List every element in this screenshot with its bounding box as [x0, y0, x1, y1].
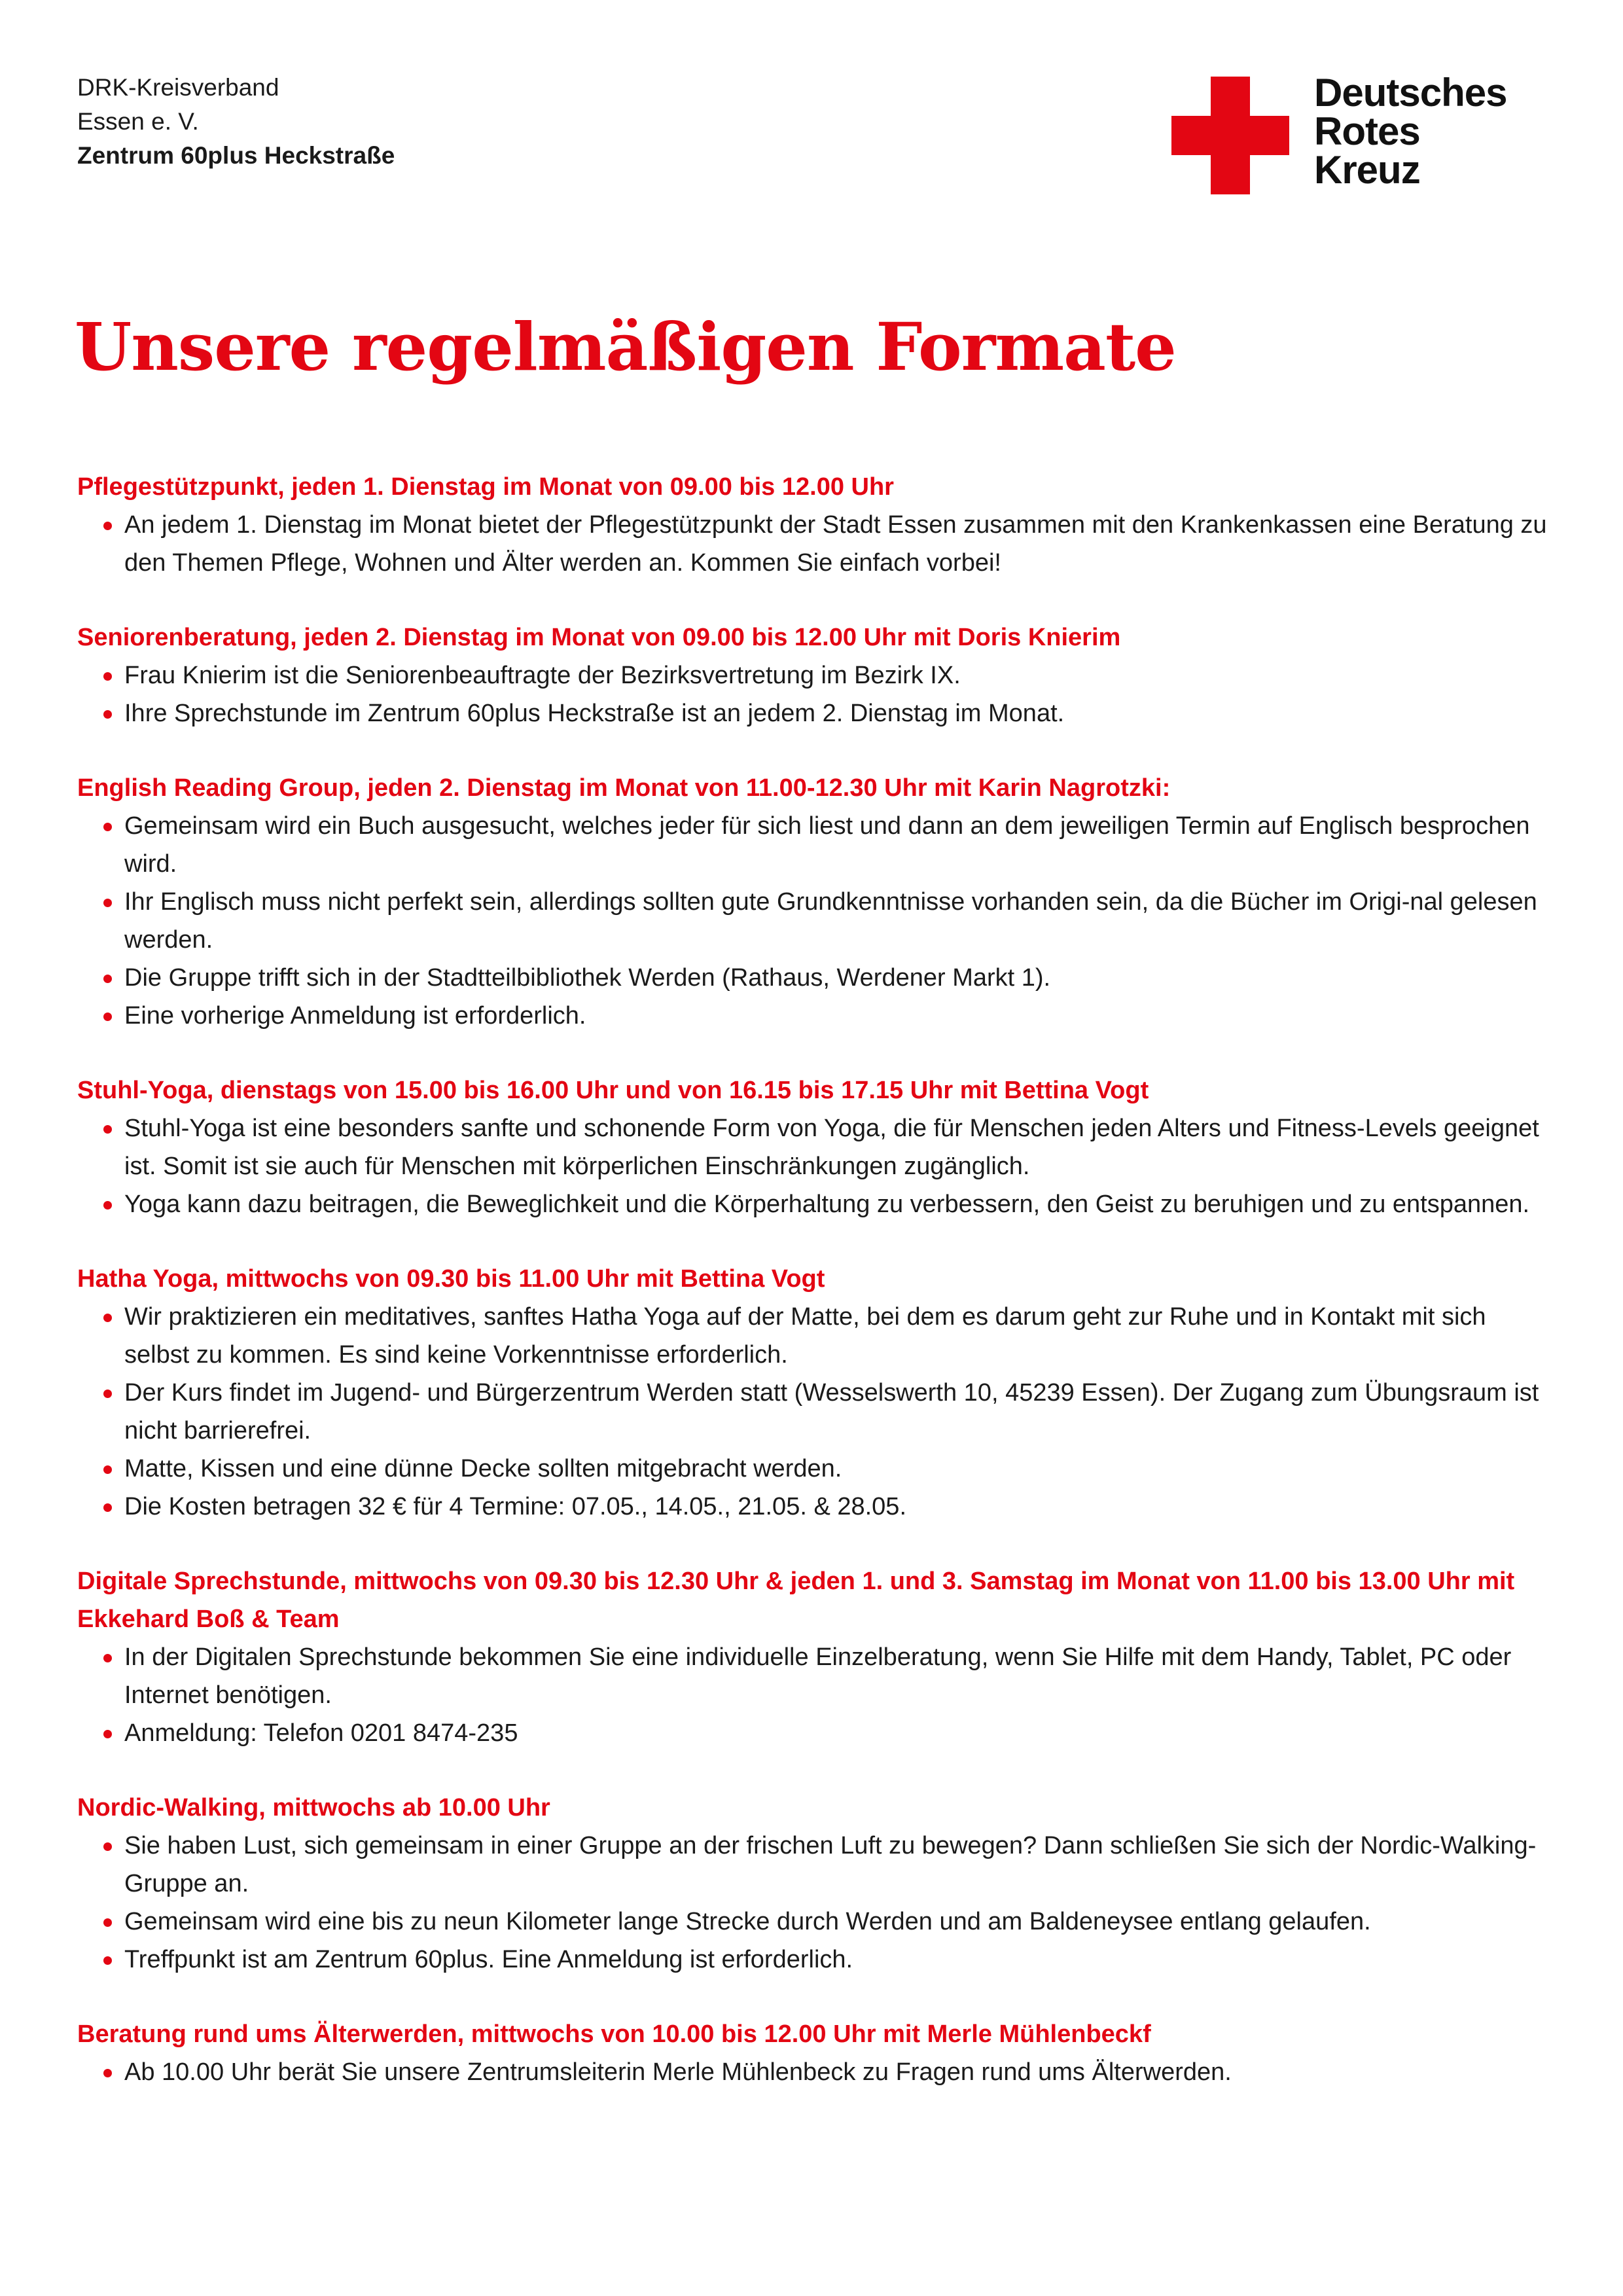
section-heading: Nordic-Walking, mittwochs ab 10.00 Uhr	[77, 1794, 550, 1821]
bullet-item: Treffpunkt ist am Zentrum 60plus. Eine Anmeldung ist erforderlich.	[77, 1941, 1550, 1979]
bullet-item: Der Kurs findet im Jugend- und Bürgerzentrum Werden statt (Wesselswerth 10, 45239 Essen). Der Zugang zum Übungsraum ist nicht barrierefrei.	[77, 1374, 1550, 1450]
section-heading: Pflegestützpunkt, jeden 1. Dienstag im Monat von 09.00 bis 12.00 Uhr	[77, 473, 894, 501]
bullet-item: Ab 10.00 Uhr berät Sie unsere Zentrumsleiterin Merle Mühlenbeck zu Fragen rund ums Älterwerden.	[77, 2053, 1550, 2091]
formats-list	[77, 468, 1550, 2128]
format-section	[77, 1260, 1550, 1526]
logo-wordmark	[1314, 71, 1507, 192]
bullet-item: Anmeldung: Telefon 0201 8474-235	[77, 1714, 1550, 1752]
section-heading: Hatha Yoga, mittwochs von 09.30 bis 11.00 Uhr mit Bettina Vogt	[77, 1265, 825, 1293]
bullet-item: Eine vorherige Anmeldung ist erforderlich.	[77, 997, 1550, 1035]
page-title: Unsere regelmäßigen Formate	[75, 308, 1176, 386]
bullet-list	[77, 1109, 1550, 1223]
bullet-item: Matte, Kissen und eine dünne Decke sollten mitgebracht werden.	[77, 1450, 1550, 1488]
bullet-list	[77, 807, 1550, 1035]
bullet-item: Gemeinsam wird eine bis zu neun Kilometer lange Strecke durch Werden und am Baldeneysee entlang gelaufen.	[77, 1903, 1550, 1941]
center-name-line: Zentrum 60plus Heckstraße	[77, 142, 395, 169]
bullet-item: Sie haben Lust, sich gemeinsam in einer Gruppe an der frischen Luft zu bewegen? Dann schließen Sie sich der Nordic-Walking-Gruppe an.	[77, 1827, 1550, 1903]
format-section	[77, 769, 1550, 1035]
bullet-list	[77, 506, 1550, 582]
bullet-item: Yoga kann dazu beitragen, die Beweglichkeit und die Körperhaltung zu verbessern, den Geist zu beruhigen und zu entspannen.	[77, 1185, 1550, 1223]
bullet-item: Die Gruppe trifft sich in der Stadtteilbibliothek Werden (Rathaus, Werdener Markt 1).	[77, 959, 1550, 997]
bullet-item: Wir praktizieren ein meditatives, sanftes Hatha Yoga auf der Matte, bei dem es darum geht zur Ruhe und in Kontakt mit sich selbst zu kommen. Es sind keine Vorkenntnisse erforderlich.	[77, 1298, 1550, 1374]
drk-logo	[1171, 73, 1538, 194]
logo-line-1: Deutsches	[1314, 71, 1507, 115]
bullet-list	[77, 1298, 1550, 1526]
format-section	[77, 1562, 1550, 1752]
bullet-item: Die Kosten betragen 32 € für 4 Termine: 07.05., 14.05., 21.05. & 28.05.	[77, 1488, 1550, 1526]
bullet-list	[77, 1827, 1550, 1979]
logo-line-3: Kreuz	[1314, 148, 1420, 192]
organization-address	[77, 71, 395, 173]
org-name-line: DRK-Kreisverband	[77, 74, 279, 101]
bullet-list	[77, 2053, 1550, 2091]
bullet-item: Gemeinsam wird ein Buch ausgesucht, welches jeder für sich liest und dann an dem jeweiligen Termin auf Englisch besprochen wird.	[77, 807, 1550, 883]
format-section	[77, 2015, 1550, 2091]
logo-line-2: Rotes	[1314, 109, 1420, 153]
bullet-item: An jedem 1. Dienstag im Monat bietet der Pflegestützpunkt der Stadt Essen zusammen mit den Krankenkassen eine Beratung zu den Themen Pflege, Wohnen und Älter werden an. Kommen Sie einfach vorbei!	[77, 506, 1550, 582]
section-heading: English Reading Group, jeden 2. Dienstag im Monat von 11.00-12.30 Uhr mit Karin Nagrotzki:	[77, 774, 1171, 802]
org-city-line: Essen e. V.	[77, 108, 199, 135]
bullet-item: Ihr Englisch muss nicht perfekt sein, allerdings sollten gute Grundkenntnisse vorhanden sein, da die Bücher im Origi-nal gelesen werden.	[77, 883, 1550, 959]
red-cross-icon	[1171, 77, 1289, 194]
bullet-list	[77, 656, 1550, 732]
bullet-list	[77, 1638, 1550, 1752]
format-section	[77, 1789, 1550, 1979]
section-heading: Seniorenberatung, jeden 2. Dienstag im Monat von 09.00 bis 12.00 Uhr mit Doris Knierim	[77, 624, 1121, 651]
bullet-item: Stuhl-Yoga ist eine besonders sanfte und schonende Form von Yoga, die für Menschen jeden Alters und Fitness-Levels geeignet ist. Somit ist sie auch für Menschen mit körperlichen Einschränkungen zugänglich.	[77, 1109, 1550, 1185]
bullet-item: In der Digitalen Sprechstunde bekommen Sie eine individuelle Einzelberatung, wenn Sie Hilfe mit dem Handy, Tablet, PC oder Internet benötigen.	[77, 1638, 1550, 1714]
format-section	[77, 619, 1550, 732]
bullet-item: Ihre Sprechstunde im Zentrum 60plus Heckstraße ist an jedem 2. Dienstag im Monat.	[77, 694, 1550, 732]
bullet-item: Frau Knierim ist die Seniorenbeauftragte der Bezirksvertretung im Bezirk IX.	[77, 656, 1550, 694]
section-heading: Digitale Sprechstunde, mittwochs von 09.30 bis 12.30 Uhr & jeden 1. und 3. Samstag im Monat von 11.00 bis 13.00 Uhr mit Ekkehard Boß & Team	[77, 1568, 1515, 1633]
format-section	[77, 1071, 1550, 1223]
section-heading: Stuhl-Yoga, dienstags von 15.00 bis 16.00 Uhr und von 16.15 bis 17.15 Uhr mit Bettina Vogt	[77, 1077, 1149, 1104]
format-section	[77, 468, 1550, 582]
section-heading: Beratung rund ums Älterwerden, mittwochs von 10.00 bis 12.00 Uhr mit Merle Mühlenbeckf	[77, 2020, 1151, 2048]
